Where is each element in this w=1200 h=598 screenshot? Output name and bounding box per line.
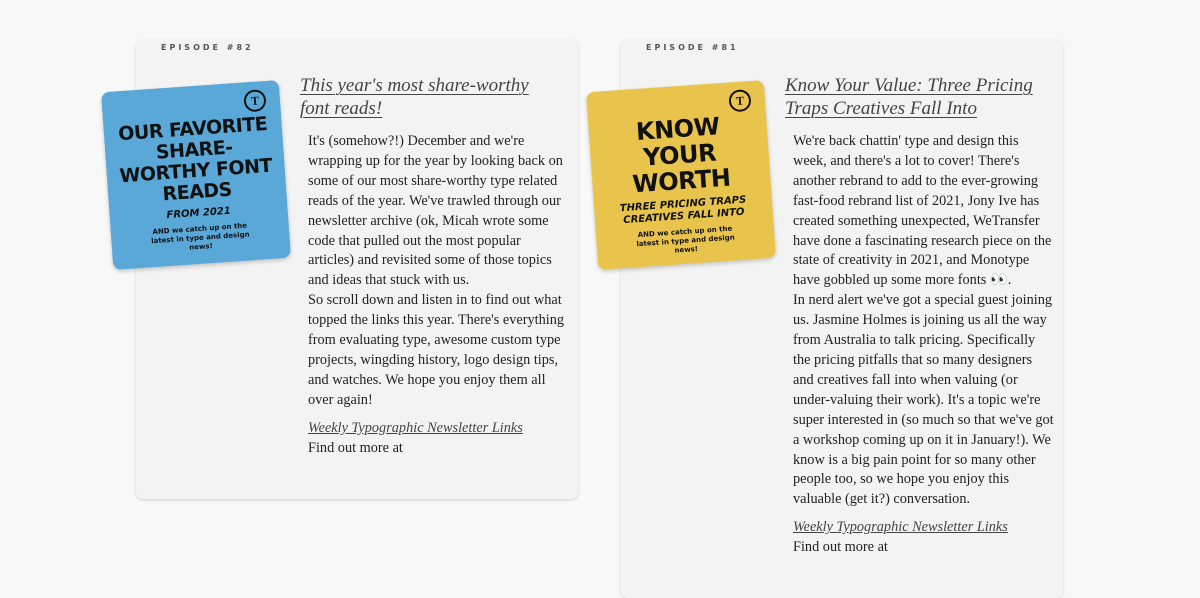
- episode-content: [300, 74, 572, 459]
- find-out-more: Find out more at: [793, 539, 888, 556]
- paragraph: We're back chattin' type and design this week, and there's a lot to cover! There's another rebrand to add to the ever-growing fast-food rebrand list of 2021, Jony Ive has created something unexpected, WeTransfer have done a fascinating research piece on the state of creativity in 2021, and Monotype have gobbled up some more fonts 👀.: [793, 133, 1052, 289]
- artwork-tagline: AND we catch up on the latest in type and design news!: [150, 221, 250, 252]
- artwork-subtitle: FROM 2021: [166, 205, 232, 221]
- logo-icon: T: [728, 89, 751, 112]
- episode-label: EPISODE #81: [646, 43, 739, 52]
- find-out-more: Find out more at: [308, 439, 403, 456]
- paragraph: So scroll down and listen in to find out what topped the links this year. There's everything from evaluating type, awesome custom type projects, wingding history, logo design tips, and watches. We hope you enjoy them all over again!: [308, 292, 565, 408]
- episode-description: [308, 132, 570, 459]
- paragraph: In nerd alert we've got a special guest joining us. Jasmine Holmes is joining us all the way from Australia to talk pricing. Specifically the pricing pitfalls that so many designers and creatives fall into when valuing (or under-valuing their work). It's a topic we're super interested in (so much so that we've got a workshop coming up on it in January!). We know is a big pain point for so many other people too, so we hope you enjoy this valuable (get it?) conversation.: [793, 292, 1054, 508]
- episode-artwork[interactable]: [101, 80, 291, 270]
- logo-icon: T: [243, 89, 266, 112]
- artwork-tagline: AND we catch up on the latest in type and design news!: [636, 224, 736, 255]
- episode-content: [785, 74, 1057, 558]
- paragraph: It's (somehow?!) December and we're wrapping up for the year by looking back on some of our most share-worthy type related reads of the year. We've trawled through our newsletter archive (ok, Micah wrote some code that pulled out the most popular articles) and revisited some of those topics and ideas that stuck with us.: [308, 133, 563, 289]
- episode-title-link[interactable]: This year's most share-worthy font reads!: [300, 75, 529, 119]
- artwork-headline: KNOW YOUR WORTH: [631, 111, 732, 198]
- episode-artwork[interactable]: [586, 80, 776, 270]
- episode-title-link[interactable]: Know Your Value: Three Pricing Traps Creatives Fall Into: [785, 75, 1033, 119]
- episode-label: EPISODE #82: [161, 43, 254, 52]
- artwork-headline: OUR FAVORITE SHARE-WORTHY FONT READS: [117, 112, 273, 205]
- episode-description: [793, 132, 1055, 558]
- newsletter-link[interactable]: Weekly Typographic Newsletter Links: [793, 519, 1008, 536]
- artwork-subtitle: THREE PRICING TRAPS CREATIVES FALL INTO: [619, 194, 747, 226]
- newsletter-link[interactable]: Weekly Typographic Newsletter Links: [308, 419, 523, 436]
